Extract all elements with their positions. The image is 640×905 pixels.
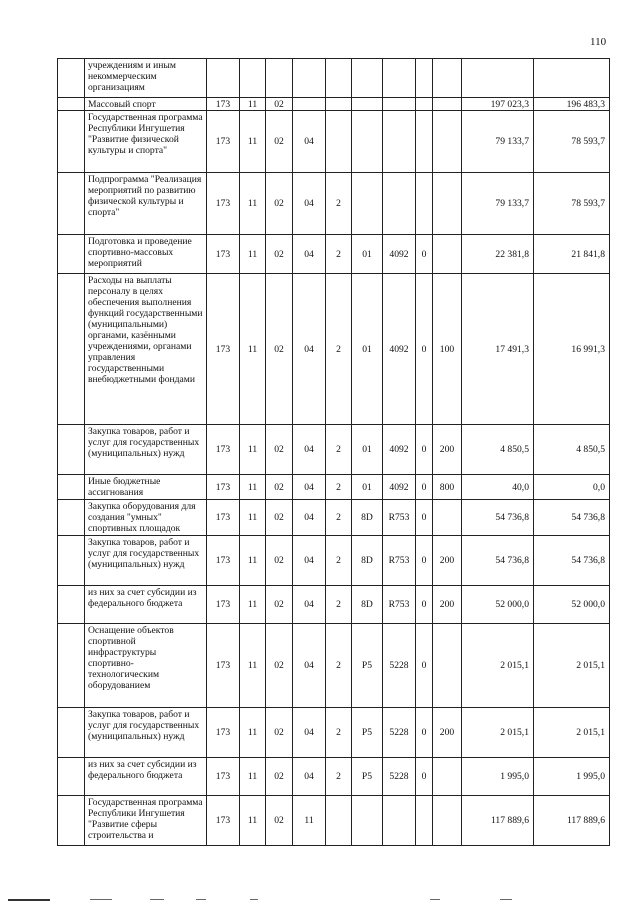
- row-cell-6: R753: [383, 500, 416, 536]
- row-cell-0: [207, 59, 240, 98]
- row-cell-7: 0: [416, 274, 433, 425]
- row-cell-8: 200: [433, 425, 462, 475]
- row-cell-0: 173: [207, 475, 240, 500]
- row-cell-2: 02: [266, 536, 293, 586]
- scan-edge-marks: [0, 896, 640, 905]
- row-cell-9: 4 850,5: [462, 425, 534, 475]
- table-row: [58, 708, 610, 758]
- row-cell-3: [293, 59, 326, 98]
- row-cell-10: 4 850,5: [534, 425, 610, 475]
- row-cell-6: 4092: [383, 475, 416, 500]
- row-cell-1: 11: [240, 235, 266, 274]
- row-cell-1: 11: [240, 758, 266, 796]
- row-cell-2: 02: [266, 425, 293, 475]
- table-row: [58, 500, 610, 536]
- row-cell-3: 04: [293, 425, 326, 475]
- row-cell-4: 2: [326, 708, 352, 758]
- row-cell-4: 2: [326, 624, 352, 708]
- row-cell-6: R753: [383, 536, 416, 586]
- row-cell-3: 04: [293, 586, 326, 624]
- row-cell-6: [383, 59, 416, 98]
- row-cell-5: 01: [352, 274, 383, 425]
- row-blank-cell: [58, 274, 85, 425]
- row-cell-10: 54 736,8: [534, 536, 610, 586]
- row-cell-6: [383, 173, 416, 235]
- row-cell-1: 11: [240, 274, 266, 425]
- row-cell-3: 04: [293, 274, 326, 425]
- row-blank-cell: [58, 500, 85, 536]
- row-cell-9: 197 023,3: [462, 98, 534, 111]
- row-cell-9: 52 000,0: [462, 586, 534, 624]
- row-cell-7: 0: [416, 708, 433, 758]
- row-cell-2: 02: [266, 475, 293, 500]
- row-cell-8: [433, 111, 462, 173]
- row-cell-10: 2 015,1: [534, 708, 610, 758]
- row-cell-1: 11: [240, 425, 266, 475]
- row-cell-9: 2 015,1: [462, 624, 534, 708]
- row-cell-7: 0: [416, 758, 433, 796]
- row-cell-2: 02: [266, 624, 293, 708]
- row-cell-10: 21 841,8: [534, 235, 610, 274]
- table-row: [58, 59, 610, 98]
- row-cell-10: 54 736,8: [534, 500, 610, 536]
- row-cell-10: 117 889,6: [534, 796, 610, 846]
- row-cell-4: 2: [326, 475, 352, 500]
- row-cell-2: 02: [266, 708, 293, 758]
- row-cell-1: 11: [240, 586, 266, 624]
- row-cell-9: 40,0: [462, 475, 534, 500]
- page-number: 110: [590, 36, 607, 48]
- row-name: Закупка товаров, работ и услуг для государственных (муниципальных) нужд: [85, 708, 207, 758]
- row-cell-7: [416, 59, 433, 98]
- row-cell-3: [293, 98, 326, 111]
- row-name: Закупка оборудования для создания "умных" спортивных площадок: [85, 500, 207, 536]
- row-cell-4: [326, 98, 352, 111]
- row-blank-cell: [58, 235, 85, 274]
- row-cell-5: 8D: [352, 586, 383, 624]
- row-cell-0: 173: [207, 500, 240, 536]
- row-cell-3: 04: [293, 111, 326, 173]
- row-name: Расходы на выплаты персоналу в целях обеспечения выполнения функций государственными (муниципальными) органами, казёнными учреждениями, органами управления государственными внебюджетными фондами: [85, 274, 207, 425]
- row-cell-7: 0: [416, 586, 433, 624]
- row-cell-10: 16 991,3: [534, 274, 610, 425]
- row-cell-8: 200: [433, 586, 462, 624]
- table-row: [58, 624, 610, 708]
- row-cell-2: 02: [266, 586, 293, 624]
- row-cell-5: 8D: [352, 536, 383, 586]
- row-cell-10: 2 015,1: [534, 624, 610, 708]
- row-name: Закупка товаров, работ и услуг для государственных (муниципальных) нужд: [85, 425, 207, 475]
- row-cell-7: [416, 98, 433, 111]
- row-cell-0: 173: [207, 425, 240, 475]
- row-cell-7: 0: [416, 235, 433, 274]
- row-cell-1: 11: [240, 500, 266, 536]
- row-cell-6: [383, 111, 416, 173]
- row-cell-1: 11: [240, 98, 266, 111]
- row-cell-4: [326, 111, 352, 173]
- table-row: [58, 758, 610, 796]
- row-cell-1: 11: [240, 173, 266, 235]
- row-cell-9: 54 736,8: [462, 500, 534, 536]
- row-cell-8: 800: [433, 475, 462, 500]
- row-name: Закупка товаров, работ и услуг для государственных (муниципальных) нужд: [85, 536, 207, 586]
- row-cell-0: 173: [207, 173, 240, 235]
- row-cell-3: 04: [293, 536, 326, 586]
- table-row: [58, 235, 610, 274]
- row-cell-9: 54 736,8: [462, 536, 534, 586]
- row-blank-cell: [58, 98, 85, 111]
- row-cell-7: 0: [416, 500, 433, 536]
- table-row: [58, 425, 610, 475]
- row-cell-5: 01: [352, 425, 383, 475]
- row-cell-5: [352, 98, 383, 111]
- row-cell-8: 200: [433, 536, 462, 586]
- row-cell-8: 100: [433, 274, 462, 425]
- row-cell-6: 4092: [383, 425, 416, 475]
- row-cell-5: 01: [352, 235, 383, 274]
- table-row: [58, 586, 610, 624]
- table-row: [58, 173, 610, 235]
- row-cell-3: 04: [293, 500, 326, 536]
- row-cell-6: [383, 796, 416, 846]
- row-cell-5: P5: [352, 624, 383, 708]
- row-name: учреждениям и иным некоммерческим организациям: [85, 59, 207, 98]
- row-cell-2: [266, 59, 293, 98]
- row-cell-0: 173: [207, 624, 240, 708]
- row-cell-5: [352, 59, 383, 98]
- row-blank-cell: [58, 586, 85, 624]
- row-cell-6: 4092: [383, 235, 416, 274]
- row-cell-3: 04: [293, 758, 326, 796]
- row-cell-7: [416, 173, 433, 235]
- row-cell-1: 11: [240, 111, 266, 173]
- row-blank-cell: [58, 425, 85, 475]
- row-name: из них за счет субсидии из федерального бюджета: [85, 758, 207, 796]
- row-cell-4: 2: [326, 173, 352, 235]
- table-row: [58, 536, 610, 586]
- row-cell-9: 1 995,0: [462, 758, 534, 796]
- row-cell-1: 11: [240, 536, 266, 586]
- row-cell-2: 02: [266, 500, 293, 536]
- row-cell-1: 11: [240, 624, 266, 708]
- row-cell-3: 04: [293, 475, 326, 500]
- table-row: [58, 111, 610, 173]
- row-cell-7: [416, 111, 433, 173]
- row-cell-10: 78 593,7: [534, 173, 610, 235]
- row-cell-2: 02: [266, 235, 293, 274]
- row-cell-7: 0: [416, 475, 433, 500]
- row-cell-4: 2: [326, 758, 352, 796]
- row-cell-2: 02: [266, 98, 293, 111]
- table-row: [58, 475, 610, 500]
- row-cell-9: 79 133,7: [462, 173, 534, 235]
- row-cell-1: [240, 59, 266, 98]
- row-cell-3: 04: [293, 708, 326, 758]
- row-cell-2: 02: [266, 796, 293, 846]
- row-cell-6: R753: [383, 586, 416, 624]
- row-cell-2: 02: [266, 111, 293, 173]
- row-cell-5: [352, 173, 383, 235]
- row-cell-3: 04: [293, 235, 326, 274]
- row-cell-4: [326, 59, 352, 98]
- row-cell-8: [433, 624, 462, 708]
- row-cell-0: 173: [207, 235, 240, 274]
- row-blank-cell: [58, 758, 85, 796]
- row-cell-8: [433, 98, 462, 111]
- row-cell-5: P5: [352, 758, 383, 796]
- row-cell-9: [462, 59, 534, 98]
- row-cell-8: [433, 796, 462, 846]
- row-cell-1: 11: [240, 475, 266, 500]
- row-cell-8: [433, 235, 462, 274]
- row-cell-7: 0: [416, 425, 433, 475]
- row-blank-cell: [58, 796, 85, 846]
- row-cell-1: 11: [240, 708, 266, 758]
- row-cell-0: 173: [207, 758, 240, 796]
- row-cell-0: 173: [207, 98, 240, 111]
- row-cell-0: 173: [207, 586, 240, 624]
- row-cell-9: 22 381,8: [462, 235, 534, 274]
- row-cell-8: [433, 758, 462, 796]
- row-cell-10: [534, 59, 610, 98]
- row-cell-4: 2: [326, 586, 352, 624]
- row-cell-0: 173: [207, 796, 240, 846]
- row-cell-7: 0: [416, 536, 433, 586]
- row-blank-cell: [58, 708, 85, 758]
- row-cell-4: 2: [326, 536, 352, 586]
- row-cell-7: [416, 796, 433, 846]
- row-cell-9: 117 889,6: [462, 796, 534, 846]
- row-cell-5: P5: [352, 708, 383, 758]
- row-name: Подготовка и проведение спортивно-массовых мероприятий: [85, 235, 207, 274]
- row-cell-1: 11: [240, 796, 266, 846]
- row-cell-0: 173: [207, 708, 240, 758]
- row-cell-8: 200: [433, 708, 462, 758]
- row-name: Подпрограмма "Реализация мероприятий по развитию физической культуры и спорта": [85, 173, 207, 235]
- row-cell-8: [433, 500, 462, 536]
- row-blank-cell: [58, 111, 85, 173]
- row-cell-4: 2: [326, 425, 352, 475]
- row-cell-4: 2: [326, 274, 352, 425]
- row-cell-0: 173: [207, 274, 240, 425]
- row-cell-3: 04: [293, 173, 326, 235]
- row-cell-5: [352, 111, 383, 173]
- row-blank-cell: [58, 624, 85, 708]
- row-name: Иные бюджетные ассигнования: [85, 475, 207, 500]
- row-blank-cell: [58, 475, 85, 500]
- row-name: Массовый спорт: [85, 98, 207, 111]
- budget-table: [57, 58, 610, 846]
- row-cell-8: [433, 59, 462, 98]
- row-cell-6: 5228: [383, 624, 416, 708]
- row-cell-4: 2: [326, 500, 352, 536]
- row-cell-0: 173: [207, 536, 240, 586]
- row-cell-6: 5228: [383, 758, 416, 796]
- row-cell-10: 78 593,7: [534, 111, 610, 173]
- row-blank-cell: [58, 536, 85, 586]
- row-cell-4: 2: [326, 235, 352, 274]
- row-blank-cell: [58, 59, 85, 98]
- row-name: Оснащение объектов спортивной инфраструктуры спортивно-технологическим оборудованием: [85, 624, 207, 708]
- row-cell-2: 02: [266, 173, 293, 235]
- row-name: Государственная программа Республики Ингушетия "Развитие физической культуры и спорта": [85, 111, 207, 173]
- row-cell-8: [433, 173, 462, 235]
- row-cell-6: 4092: [383, 274, 416, 425]
- table-row: [58, 796, 610, 846]
- row-cell-2: 02: [266, 758, 293, 796]
- table-row: [58, 98, 610, 111]
- table-row: [58, 274, 610, 425]
- row-cell-6: [383, 98, 416, 111]
- row-cell-9: 79 133,7: [462, 111, 534, 173]
- row-cell-5: [352, 796, 383, 846]
- row-cell-10: 0,0: [534, 475, 610, 500]
- row-cell-9: 17 491,3: [462, 274, 534, 425]
- row-cell-10: 1 995,0: [534, 758, 610, 796]
- row-cell-10: 52 000,0: [534, 586, 610, 624]
- row-cell-3: 11: [293, 796, 326, 846]
- row-cell-6: 5228: [383, 708, 416, 758]
- row-cell-9: 2 015,1: [462, 708, 534, 758]
- row-cell-5: 8D: [352, 500, 383, 536]
- row-cell-7: 0: [416, 624, 433, 708]
- row-name: Государственная программа Республики Ингушетия "Развитие сферы строительства и: [85, 796, 207, 846]
- row-cell-4: [326, 796, 352, 846]
- row-blank-cell: [58, 173, 85, 235]
- row-cell-3: 04: [293, 624, 326, 708]
- row-name: из них за счет субсидии из федерального бюджета: [85, 586, 207, 624]
- row-cell-5: 01: [352, 475, 383, 500]
- row-cell-0: 173: [207, 111, 240, 173]
- row-cell-10: 196 483,3: [534, 98, 610, 111]
- row-cell-2: 02: [266, 274, 293, 425]
- table-body: [58, 59, 610, 846]
